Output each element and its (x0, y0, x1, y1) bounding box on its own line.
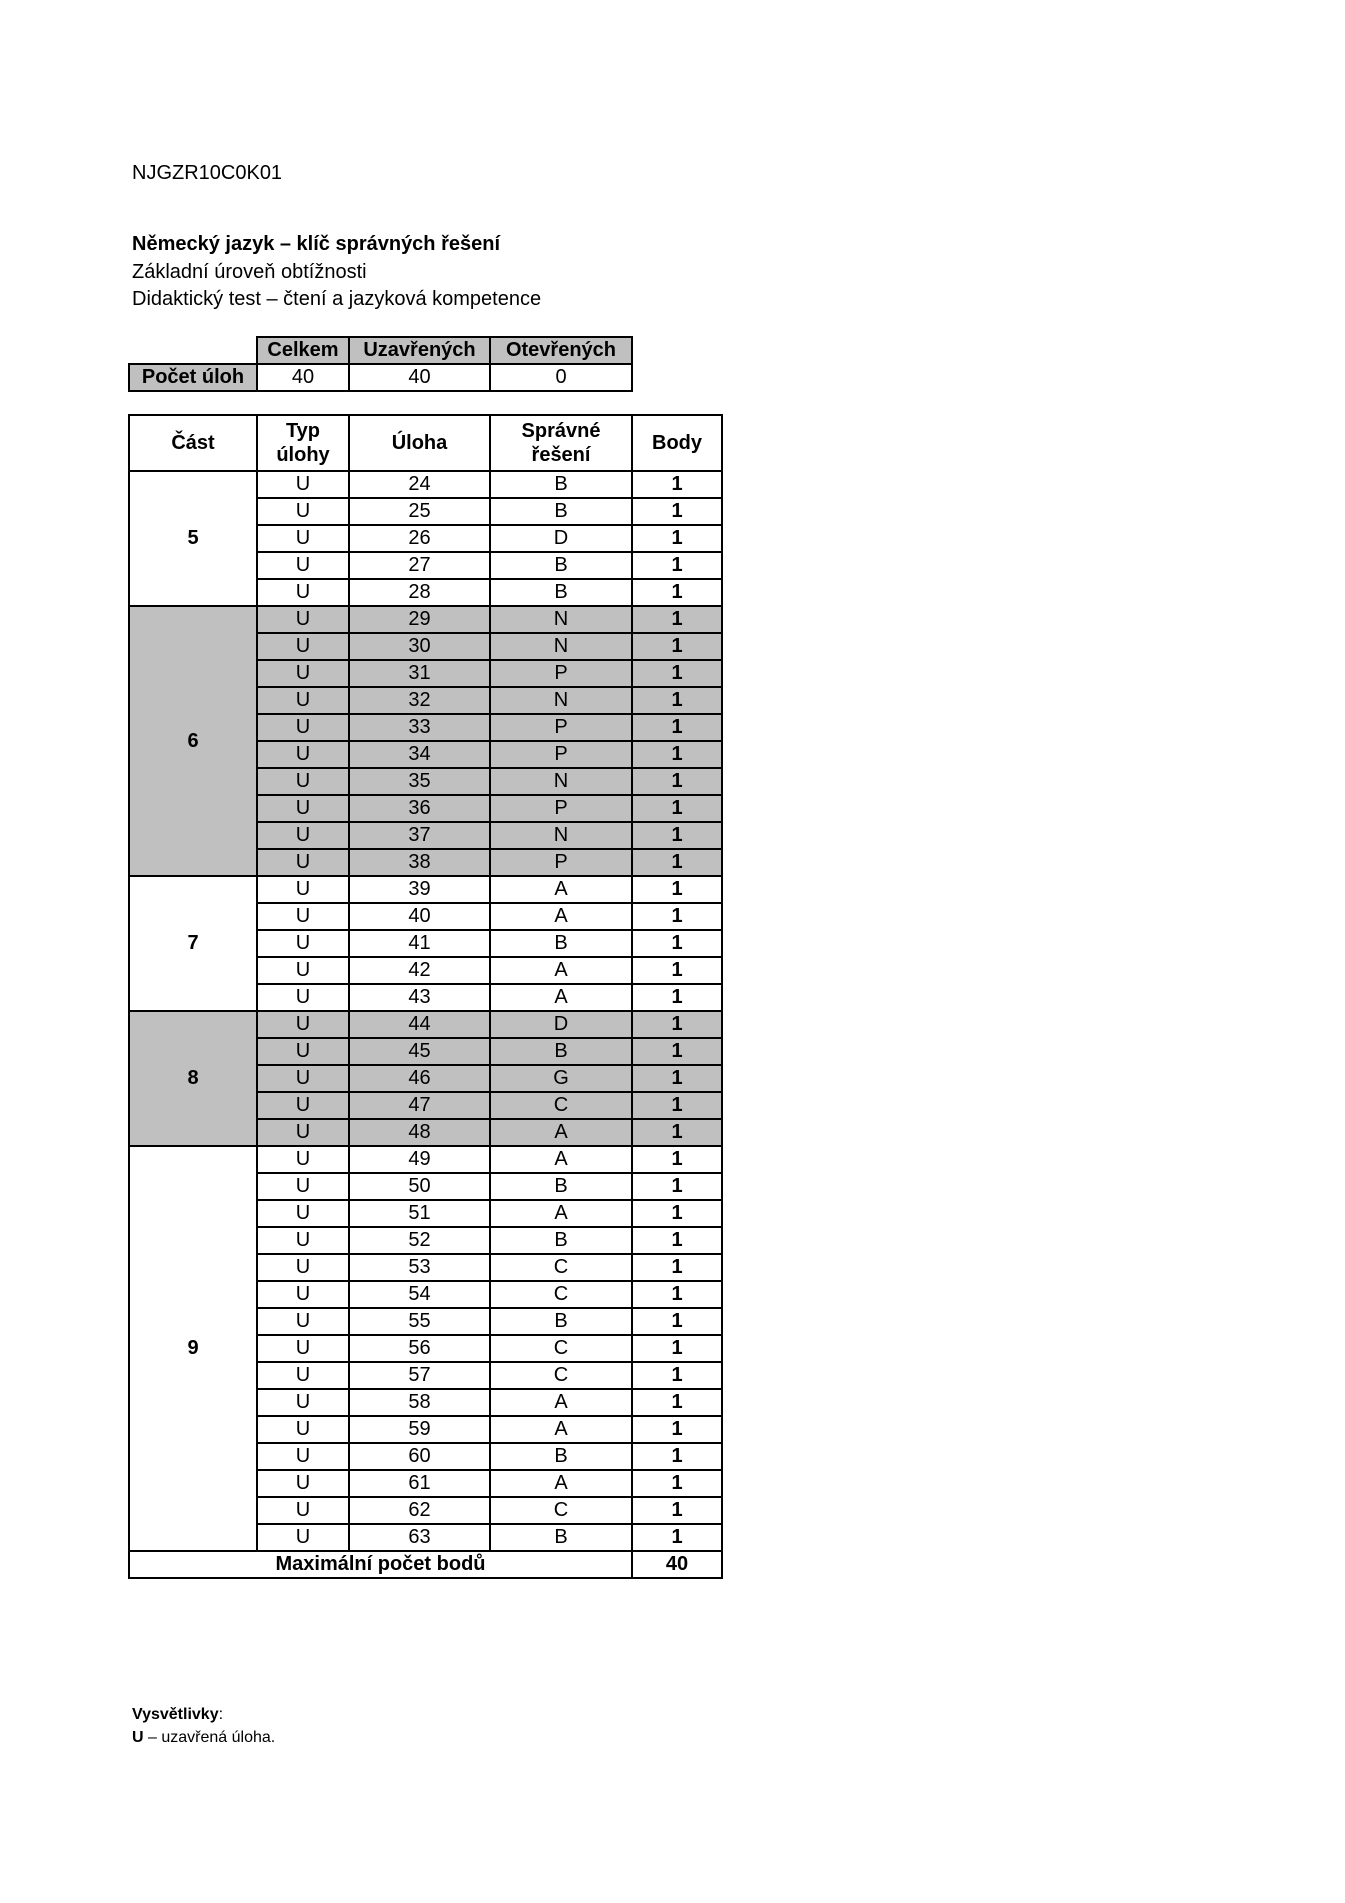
points-cell: 1 (632, 1470, 722, 1497)
answer-key-body (129, 471, 722, 1551)
task-type-cell: U (257, 1092, 349, 1119)
points-cell: 1 (632, 1443, 722, 1470)
table-row (129, 1011, 722, 1038)
points-cell: 1 (632, 741, 722, 768)
answer-cell: A (490, 1389, 632, 1416)
answer-cell: B (490, 1443, 632, 1470)
legend-item (132, 1729, 275, 1747)
answer-cell: C (490, 1092, 632, 1119)
task-number-cell: 55 (349, 1308, 490, 1335)
row-label-task-count: Počet úloh (129, 364, 257, 391)
answer-cell: A (490, 1470, 632, 1497)
points-cell: 1 (632, 903, 722, 930)
task-type-cell: U (257, 606, 349, 633)
points-cell: 1 (632, 1200, 722, 1227)
points-cell: 1 (632, 660, 722, 687)
task-number-cell: 54 (349, 1281, 490, 1308)
task-type-cell: U (257, 660, 349, 687)
task-number-cell: 28 (349, 579, 490, 606)
points-cell: 1 (632, 1254, 722, 1281)
answer-cell: C (490, 1362, 632, 1389)
task-type-cell: U (257, 1227, 349, 1254)
points-cell: 1 (632, 1119, 722, 1146)
task-type-cell: U (257, 1335, 349, 1362)
part-number: 7 (129, 876, 257, 1011)
points-cell: 1 (632, 471, 722, 498)
answer-cell: B (490, 1227, 632, 1254)
points-cell: 1 (632, 525, 722, 552)
answer-cell: N (490, 822, 632, 849)
task-type-cell: U (257, 849, 349, 876)
table-row (129, 876, 722, 903)
header-task-type-line1: Typ (285, 420, 321, 442)
task-number-cell: 50 (349, 1173, 490, 1200)
task-type-cell: U (257, 1011, 349, 1038)
task-number-cell: 30 (349, 633, 490, 660)
points-cell: 1 (632, 1146, 722, 1173)
task-number-cell: 29 (349, 606, 490, 633)
answer-cell: B (490, 930, 632, 957)
answer-cell: P (490, 714, 632, 741)
count-total: 40 (257, 364, 349, 391)
task-type-cell: U (257, 579, 349, 606)
task-type-cell: U (257, 984, 349, 1011)
header-points: Body (632, 415, 722, 471)
points-cell: 1 (632, 984, 722, 1011)
task-type-cell: U (257, 687, 349, 714)
task-type-cell: U (257, 1470, 349, 1497)
task-type-cell: U (257, 930, 349, 957)
task-number-cell: 58 (349, 1389, 490, 1416)
answer-cell: D (490, 525, 632, 552)
task-type-cell: U (257, 822, 349, 849)
task-number-cell: 41 (349, 930, 490, 957)
task-type-cell: U (257, 552, 349, 579)
header-task: Úloha (349, 415, 490, 471)
task-number-cell: 61 (349, 1470, 490, 1497)
points-cell: 1 (632, 822, 722, 849)
task-type-cell: U (257, 1281, 349, 1308)
task-number-cell: 32 (349, 687, 490, 714)
points-cell: 1 (632, 1011, 722, 1038)
task-type-cell: U (257, 1389, 349, 1416)
answer-cell: B (490, 1308, 632, 1335)
task-type-cell: U (257, 1524, 349, 1551)
points-cell: 1 (632, 1416, 722, 1443)
header-correct-answer (490, 415, 632, 471)
answer-cell: A (490, 984, 632, 1011)
legend-title-colon: : (218, 1706, 224, 1723)
task-type-cell: U (257, 1416, 349, 1443)
points-cell: 1 (632, 1065, 722, 1092)
document-code: NJGZR10C0K01 (132, 162, 283, 184)
header-total: Celkem (257, 337, 349, 364)
task-number-cell: 24 (349, 471, 490, 498)
task-number-cell: 51 (349, 1200, 490, 1227)
answer-cell: D (490, 1011, 632, 1038)
answer-cell: C (490, 1497, 632, 1524)
points-cell: 1 (632, 606, 722, 633)
task-number-cell: 37 (349, 822, 490, 849)
points-cell: 1 (632, 849, 722, 876)
points-cell: 1 (632, 1497, 722, 1524)
header-part: Část (129, 415, 257, 471)
task-number-cell: 47 (349, 1092, 490, 1119)
max-points-label: Maximální počet bodů (129, 1551, 632, 1578)
points-cell: 1 (632, 957, 722, 984)
task-number-cell: 25 (349, 498, 490, 525)
points-cell: 1 (632, 768, 722, 795)
answer-cell: N (490, 768, 632, 795)
task-number-cell: 44 (349, 1011, 490, 1038)
legend-title (132, 1706, 223, 1724)
task-type-cell: U (257, 1200, 349, 1227)
legend-title-text: Vysvětlivky (132, 1706, 219, 1723)
task-type-cell: U (257, 876, 349, 903)
task-number-cell: 45 (349, 1038, 490, 1065)
task-type-cell: U (257, 1254, 349, 1281)
task-type-cell: U (257, 1146, 349, 1173)
points-cell: 1 (632, 1524, 722, 1551)
answer-key-table (128, 414, 723, 1579)
task-number-cell: 35 (349, 768, 490, 795)
empty-corner-cell (129, 337, 257, 364)
task-number-cell: 59 (349, 1416, 490, 1443)
points-cell: 1 (632, 795, 722, 822)
answer-cell: G (490, 1065, 632, 1092)
task-type-cell: U (257, 1038, 349, 1065)
points-cell: 1 (632, 579, 722, 606)
points-cell: 1 (632, 1173, 722, 1200)
task-type-cell: U (257, 741, 349, 768)
answer-cell: P (490, 795, 632, 822)
task-type-cell: U (257, 903, 349, 930)
task-number-cell: 43 (349, 984, 490, 1011)
answer-cell: C (490, 1281, 632, 1308)
points-cell: 1 (632, 714, 722, 741)
points-cell: 1 (632, 930, 722, 957)
task-number-cell: 42 (349, 957, 490, 984)
header-correct-answer-line1: Správné (521, 420, 601, 442)
answer-cell: B (490, 471, 632, 498)
task-type-cell: U (257, 714, 349, 741)
part-number: 6 (129, 606, 257, 876)
answer-cell: B (490, 1038, 632, 1065)
task-number-cell: 57 (349, 1362, 490, 1389)
answer-cell: A (490, 1200, 632, 1227)
task-number-cell: 56 (349, 1335, 490, 1362)
task-number-cell: 39 (349, 876, 490, 903)
task-type-cell: U (257, 525, 349, 552)
answer-cell: C (490, 1335, 632, 1362)
task-type-cell: U (257, 1443, 349, 1470)
answer-cell: A (490, 876, 632, 903)
answer-cell: A (490, 1416, 632, 1443)
part-number: 8 (129, 1011, 257, 1146)
header-closed: Uzavřených (349, 337, 490, 364)
task-type-cell: U (257, 1065, 349, 1092)
task-number-cell: 33 (349, 714, 490, 741)
task-number-cell: 36 (349, 795, 490, 822)
table-row (129, 606, 722, 633)
answer-cell: C (490, 1254, 632, 1281)
task-type-cell: U (257, 471, 349, 498)
answer-cell: N (490, 606, 632, 633)
points-cell: 1 (632, 1335, 722, 1362)
task-type-cell: U (257, 795, 349, 822)
answer-cell: B (490, 552, 632, 579)
task-type-cell: U (257, 633, 349, 660)
points-cell: 1 (632, 1389, 722, 1416)
task-type-cell: U (257, 1308, 349, 1335)
max-points-value: 40 (632, 1551, 722, 1578)
header-task-type (257, 415, 349, 471)
points-cell: 1 (632, 1308, 722, 1335)
task-number-cell: 34 (349, 741, 490, 768)
answer-cell: A (490, 1146, 632, 1173)
task-type-cell: U (257, 1362, 349, 1389)
task-number-cell: 38 (349, 849, 490, 876)
points-cell: 1 (632, 552, 722, 579)
test-description: Didaktický test – čtení a jazyková kompetence (132, 288, 542, 310)
task-type-cell: U (257, 498, 349, 525)
answer-cell: A (490, 957, 632, 984)
legend-item-key: U (132, 1729, 144, 1746)
task-number-cell: 60 (349, 1443, 490, 1470)
answer-cell: B (490, 579, 632, 606)
task-type-cell: U (257, 1497, 349, 1524)
task-number-cell: 49 (349, 1146, 490, 1173)
points-cell: 1 (632, 1362, 722, 1389)
task-type-cell: U (257, 957, 349, 984)
task-number-cell: 62 (349, 1497, 490, 1524)
answer-cell: N (490, 687, 632, 714)
part-number: 9 (129, 1146, 257, 1551)
part-number: 5 (129, 471, 257, 606)
task-number-cell: 46 (349, 1065, 490, 1092)
task-type-cell: U (257, 1119, 349, 1146)
points-cell: 1 (632, 1281, 722, 1308)
count-open: 0 (490, 364, 632, 391)
points-cell: 1 (632, 1038, 722, 1065)
header-task-type-line2: úlohy (276, 444, 330, 466)
task-number-cell: 40 (349, 903, 490, 930)
points-cell: 1 (632, 876, 722, 903)
header-correct-answer-line2: řešení (531, 444, 591, 466)
points-cell: 1 (632, 1092, 722, 1119)
points-cell: 1 (632, 498, 722, 525)
task-number-cell: 27 (349, 552, 490, 579)
answer-cell: P (490, 741, 632, 768)
answer-cell: A (490, 1119, 632, 1146)
table-row (129, 471, 722, 498)
task-number-cell: 63 (349, 1524, 490, 1551)
points-cell: 1 (632, 687, 722, 714)
answer-cell: P (490, 849, 632, 876)
answer-cell: A (490, 903, 632, 930)
difficulty-level: Základní úroveň obtížnosti (132, 261, 367, 283)
task-number-cell: 53 (349, 1254, 490, 1281)
legend-item-text: – uzavřená úloha. (143, 1729, 276, 1746)
task-type-cell: U (257, 1173, 349, 1200)
task-number-cell: 31 (349, 660, 490, 687)
task-type-cell: U (257, 768, 349, 795)
answer-cell: B (490, 1524, 632, 1551)
table-row (129, 1146, 722, 1173)
points-cell: 1 (632, 633, 722, 660)
answer-cell: P (490, 660, 632, 687)
points-cell: 1 (632, 1227, 722, 1254)
task-number-cell: 52 (349, 1227, 490, 1254)
task-number-cell: 48 (349, 1119, 490, 1146)
task-count-table (128, 336, 633, 392)
task-number-cell: 26 (349, 525, 490, 552)
document-title: Německý jazyk – klíč správných řešení (132, 233, 501, 255)
answer-cell: B (490, 1173, 632, 1200)
answer-cell: N (490, 633, 632, 660)
header-open: Otevřených (490, 337, 632, 364)
answer-cell: B (490, 498, 632, 525)
count-closed: 40 (349, 364, 490, 391)
